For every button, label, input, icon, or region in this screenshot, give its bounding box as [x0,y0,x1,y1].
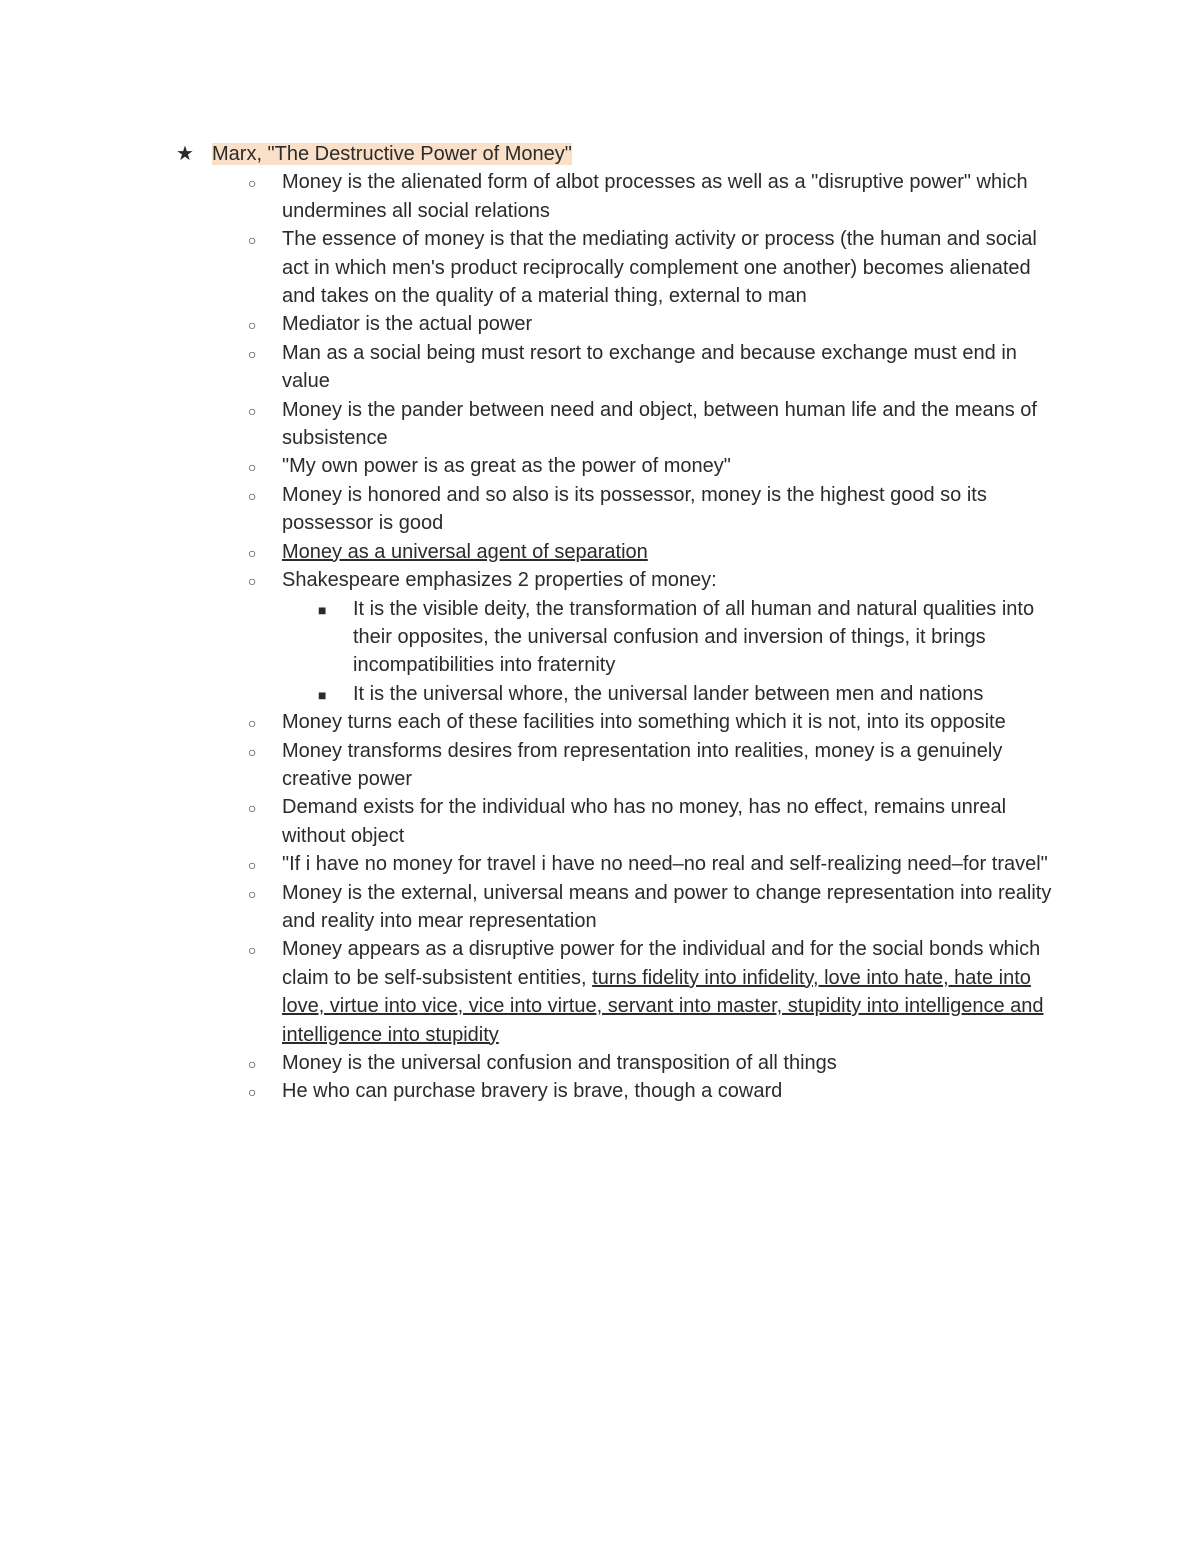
list-item-text: Money as a universal agent of separation [282,540,648,563]
list-item [0,1049,1062,1077]
list-item [0,310,1062,338]
list-item [0,737,1062,794]
star-bullet-icon: ★ [176,143,194,165]
list-item-underlined-text: turns fidelity into infidelity, love into hate, hate into love, virtue into vice, vice into virtue, servant into master, stupidity into intelligence and intelligence into stupidity [282,966,1044,1046]
list-item-text: Man as a social being must resort to exchange and because exchange must end in value [282,341,1017,393]
circle-bullet-icon: ○ [248,743,257,760]
list-item [0,708,1062,736]
list-item [0,566,1062,594]
list-item-text: Money is honored and so also is its possessor, money is the highest good so its possessor is good [282,483,987,535]
list-item [0,1077,1062,1105]
square-bullet-icon: ■ [318,686,327,703]
circle-bullet-icon: ○ [248,857,257,874]
circle-bullet-icon: ○ [248,459,257,476]
circle-bullet-icon: ○ [248,1084,257,1101]
notes-outline [0,140,1200,1106]
list-item-text: Shakespeare emphasizes 2 properties of money: [282,569,717,592]
list-item [0,225,1062,310]
list-item [0,850,1062,878]
circle-bullet-icon: ○ [248,175,257,192]
list-item-text: He who can purchase bravery is brave, though a coward [282,1080,783,1103]
list-item [0,339,1062,396]
circle-bullet-icon: ○ [248,544,257,561]
circle-bullet-icon: ○ [248,573,257,590]
list-item [0,452,1062,480]
circle-bullet-icon: ○ [248,715,257,732]
list-item-text: Money appears as a disruptive power for the individual and for the social bonds which claim to be self-subsistent entities, [282,938,1041,989]
square-bullet-icon: ■ [318,601,327,618]
list-item [0,538,1062,566]
list-item-text: Demand exists for the individual who has no money, has no effect, remains unreal without object [282,796,1007,847]
circle-bullet-icon: ○ [248,942,257,959]
sub-list-item-text: It is the universal whore, the universal lander between men and nations [353,682,984,705]
list-item-text: Money is the external, universal means and power to change representation into reality and reality into mear representation [282,881,1052,932]
list-item [0,481,1062,538]
sub-list-item [0,595,1058,680]
list-item [0,935,1062,1049]
circle-bullet-icon: ○ [248,1056,257,1072]
circle-bullet-icon: ○ [248,232,257,249]
list-item [0,168,1062,225]
list-item-text: Money transforms desires from representation into realities, money is a genuinely creative power [282,739,1003,790]
list-item-text: "My own power is as great as the power of money" [282,455,731,478]
circle-bullet-icon: ○ [248,345,257,362]
list-item-text: The essence of money is that the mediating activity or process (the human and social act in which men's product reciprocally complement one another) becomes alienated and takes on the quality of a material thing, external to man [282,228,1037,308]
list-item [0,879,1062,936]
list-item [0,793,1062,850]
heading-text: Marx, "The Destructive Power of Money" [212,143,572,165]
circle-bullet-icon: ○ [248,317,257,334]
list-item-text: "If i have no money for travel i have no need–no real and self-realizing need–for travel" [282,853,1048,876]
sub-list-item [0,680,1058,708]
list-item-text: Money is the universal confusion and transposition of all things [282,1052,837,1074]
list-item-text: Money is the pander between need and object, between human life and the means of subsistence [282,398,1037,450]
list-item-text: Money turns each of these facilities into something which it is not, into its opposite [282,711,1006,734]
outline-heading [0,140,1200,168]
list-item-text: Money is the alienated form of albot processes as well as a "disruptive power" which undermines all social relations [282,171,1028,222]
circle-bullet-icon: ○ [248,487,257,504]
circle-bullet-icon: ○ [248,800,257,817]
sub-list-item-text: It is the visible deity, the transformation of all human and natural qualities into their opposites, the universal confusion and inversion of things, it brings incompatibilities into fraternity [353,597,1035,677]
circle-bullet-icon: ○ [248,402,257,419]
circle-bullet-icon: ○ [248,885,257,902]
list-item-text: Mediator is the actual power [282,313,533,336]
list-item [0,396,1062,453]
